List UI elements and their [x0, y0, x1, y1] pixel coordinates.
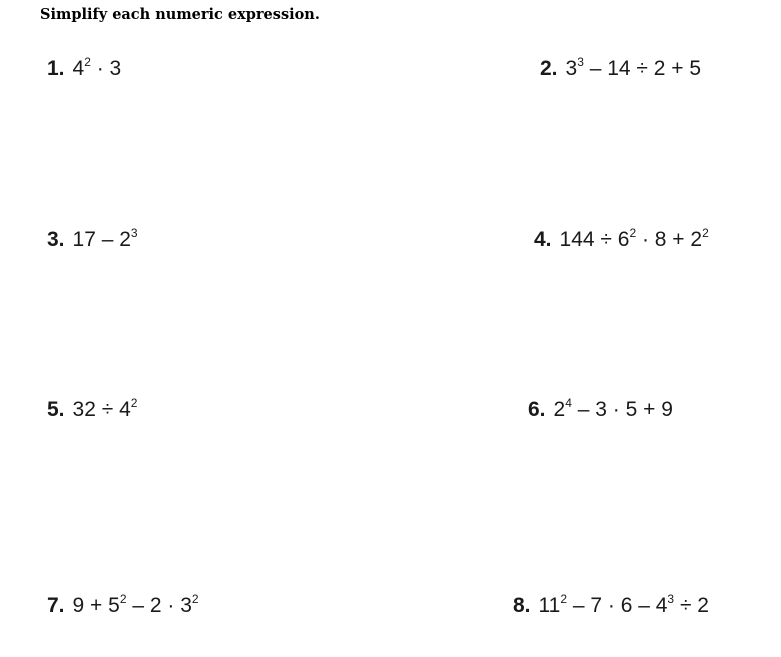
problem-expression — [73, 398, 138, 421]
problem-expression — [554, 398, 673, 421]
problem-number: 1. — [47, 57, 65, 80]
problem-3 — [47, 227, 138, 250]
expression-text: – 7 · 6 – 4 — [567, 594, 668, 617]
expression-text: – 3 · 5 + 9 — [571, 398, 673, 421]
exponent: 2 — [191, 592, 199, 606]
problem-expression — [73, 228, 138, 251]
instructions-heading: Simplify each numeric expression. — [40, 6, 320, 23]
expression-text: 32 ÷ 4 — [72, 398, 131, 421]
problem-number: 8. — [513, 594, 531, 617]
problem-expression — [73, 594, 199, 617]
exponent: 2 — [702, 226, 709, 240]
exponent: 2 — [84, 55, 91, 69]
problem-number: 6. — [528, 398, 546, 421]
problem-5 — [47, 397, 137, 420]
problem-expression — [560, 228, 709, 251]
problem-4 — [534, 227, 709, 250]
expression-text: 11 — [538, 594, 561, 617]
problem-expression — [539, 594, 709, 617]
exponent: 4 — [565, 396, 572, 410]
problem-2 — [540, 56, 701, 79]
exponent: 2 — [629, 226, 637, 240]
expression-text: · 3 — [90, 57, 122, 80]
problem-8 — [513, 593, 709, 616]
expression-text: 4 — [72, 57, 85, 80]
expression-text: · 8 + 2 — [636, 228, 703, 251]
expression-text: 3 — [565, 57, 578, 80]
exponent: 2 — [130, 396, 138, 410]
expression-text: 17 – 2 — [72, 228, 131, 251]
problem-number: 4. — [534, 228, 552, 251]
problem-number: 3. — [47, 228, 65, 251]
problem-number: 2. — [540, 57, 558, 80]
problem-1 — [47, 56, 121, 79]
exponent: 2 — [119, 592, 127, 606]
expression-text: – 2 · 3 — [126, 594, 192, 617]
exponent: 3 — [577, 55, 584, 69]
problem-6 — [528, 397, 673, 420]
problem-number: 7. — [47, 594, 65, 617]
exponent: 3 — [130, 226, 138, 240]
exponent: 2 — [560, 592, 568, 606]
expression-text: – 14 ÷ 2 + 5 — [583, 57, 702, 80]
expression-text: 9 + 5 — [72, 594, 120, 617]
exponent: 3 — [667, 592, 675, 606]
expression-text: 144 ÷ 6 — [559, 228, 630, 251]
problem-expression — [566, 57, 702, 80]
problem-7 — [47, 593, 199, 616]
problem-expression — [73, 57, 122, 80]
expression-text: ÷ 2 — [674, 594, 709, 617]
problem-number: 5. — [47, 398, 65, 421]
expression-text: 2 — [553, 398, 566, 421]
